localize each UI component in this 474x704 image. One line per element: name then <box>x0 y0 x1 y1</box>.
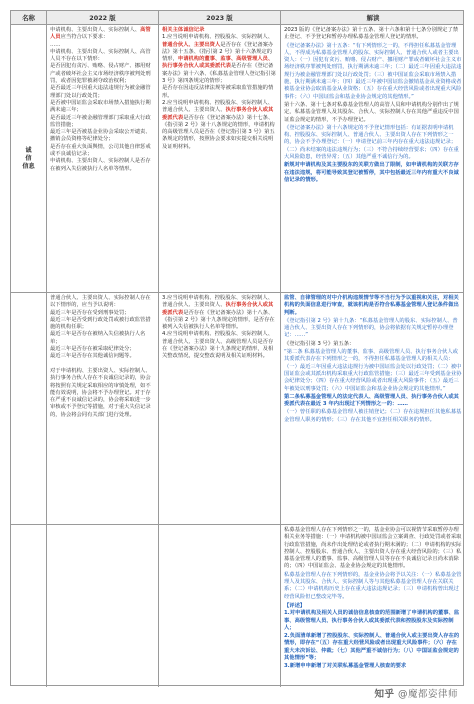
cell-2022 <box>47 25 159 292</box>
cell-2023 <box>159 293 281 524</box>
category-cell <box>11 293 47 524</box>
table-row <box>11 25 463 293</box>
header-analysis: 解读 <box>366 14 380 22</box>
comparison-table <box>10 10 464 686</box>
text-2023: 相关主体诚信记录 1.应当说明申请机构、控股股东、实际控制人、普通合伙人、主要出资人是否存在《登记备案办法》第十五条、《指引第 2 号》第十六条规定的情形，申请机构的董事、监事、高级管理人员、执行事务合伙人或其委派代表是否存在《登记备案办法》第十六条、《私募基金管理人登记指引第 3 号》第四条规定的情形； 是否存在因违反法律法规等被采取监管措施的情形。 2.应当说明申请机构、控股股东、实际控制人、普通合伙人、主要出资人、执行事务合伙人或其委派代表是否存在《登记备案办法》第十七条、《指引第 2 号》第十八条规定的情形，申请机构的高级管理人员是否在《登记指引第 3 号》第五条规定的情形，按照协会要求如实提交相关说明及证明材料。 <box>162 27 276 150</box>
table-row <box>11 293 463 525</box>
header-name: 名称 <box>11 11 47 24</box>
section-title: 相关主体诚信记录 <box>162 27 205 33</box>
notes-heading: 【评述】 <box>284 602 306 609</box>
cell-2022 <box>47 525 159 687</box>
cell-2023 <box>159 25 281 292</box>
text-2022: 普通合伙人、主要出资人、实际控制人存在以下情形的，应当予以说明： 最近三年是否存在受到刑事处罚； 最近三年是否受到行政处罚或被行政监管措施的机构任职； 最近三年是否存在被纳入失信被执行人名单； 最近三年是否存在被采取纪律处分； 最近三年是否存在其他诚信问题等。 对于申请机构、主要出资人、实际控制人、执行事务合伙人存在不良诚信记录的，协会将按照有关规定采取相应的审慎处理，如不能有效说明，协会将不予办理登记。对于存在严重不良诚信记录的，协会将采取进一步审核或不予登记等措施，对于重大失信记录的，协会将会同有关部门进行处理。 <box>50 295 151 418</box>
category-label: 诚 信 信息 <box>22 146 35 170</box>
table-row <box>11 525 463 687</box>
text-analysis: 私募基金管理人存在下列情形之一的，基金业协会可以视情节采取暂停办理相关业务等措施：（一）申请机构被中国证监会立案调查、行政处罚或者采取行政监管措施，尚未作出处理结论或者执行期未满的；（二）申请机构的实际控制人、控股股东、普通合伙人、主要出资人存在重大经营风险的；（三）私募基金管理人的董事、监事、高级管理人员等存在不良诚信记录且尚未消除的；（四）中国证监会、基金业协会规定的其他情形。 私募基金管理人存在下列情形的，基金业协会将予以关注：（一）私募基金管理人及其股东、合伙人、实际控制人等与其他私募基金管理人存在关联关系；（二）申请机构历史上存在重大违法违规记录；（三）申请机构曾出现过经营风险但已整改完毕等。 【评述】 1.对申请机构及相关人员的诚信信息核查的范围新增了申请机构的董事、监事、高级管理人员、执行事务合伙人或其委派代表和控股股东及实际控制人； 2.负面清单新增了控股股东、实际控制人、普通合伙人或主要出资人存在的情形，即存在“（五）存在重大经营风险或者出现重大风险事件；（六）存在重大未决诉讼、仲裁；（七）其他严重不诚信行为；（八）中国证监会规定的其他情形”等； 3.新增申申新增了对关联私募基金管理人核查的要求 <box>284 527 462 670</box>
cell-2022 <box>47 293 159 524</box>
cell-analysis <box>281 293 465 524</box>
header-2023: 2023 版 <box>159 11 281 24</box>
watermark-author: @魔都姿律师 <box>397 689 458 700</box>
header-2022: 2022 版 <box>47 11 159 24</box>
cell-2023 <box>159 525 281 687</box>
category-cell <box>11 25 47 292</box>
cell-analysis <box>281 25 465 292</box>
text-2023: 3.应当说明申请机构、控股股东、实际控制人、普通合伙人、主要出资人、执行事务合伙人或其委派代表是否存在《登记备案办法》第十八条、《指引第 2 号》第十九条规定的情形，是否存在被列入失信被执行人名单等情形。 4.应当说明申请机构、控股股东、实际控制人、普通合伙人、主要出资人、高级管理人员是否存在《登记备案办法》第十九条规定的情形，及相关整改情况，提交整改说明及相关证明材料。 <box>162 295 275 360</box>
text-analysis: 监管、自律管理的对中介机构违规情节等不当行为予以重视和关注，对相关机构的负面信息进行审查，就该机构是否符合私募基金管理人登记条件做出判断。 《登记指引第 2 号》第十九条：“私募基金管理人的股东、实际控制人、普通合伙人、主要出资人存在下列情形的，协会将依据有关规定暂停办理登记：……” 《登记指引第 3 号》第五条： “第二条 私募基金管理人的董事、监事、高级管理人员、执行事务合伙人或其委派代表存在下列情形之一的，不得担任私募基金管理人的相关人员：（一）最近三年因重大违法违规行为被中国证监会处以行政处罚；（二）被中国证监会或其派出机构采取重大行政监管措施；（三）最近三年受到基金业协会纪律处分；（四）存在重大经营风险或者出现重大风险事件；（五）最近三年被处以刑事处罚；（六）中国证监会和基金业协会规定的其他情形。” 第二条私募基金管理人的法定代表人、高级管理人员、执行事务合伙人或其委派代表在最近 3 年内出现过下列情形之一的：…… （一）曾任职的私募基金管理人被注销登记；（二）存在违规担任其他私募基金管理人职务的情形；（三）存在其他不宜担任相关职务的情形。 <box>284 295 462 423</box>
zhihu-logo: 知乎 <box>374 689 395 700</box>
category-cell <box>11 525 47 687</box>
text-analysis: 2023 版的《登记备案办法》第十五条、第十六条和第十七条分别规定了禁止登记、不予登记和暂停办理私募基金管理人登记的情形。 《登记备案办法》第十五条：“有下列情形之一的，不得担任私募基金管理人，不得成为私募基金管理人的股东、实际控制人、普通合伙人或者主要出资人：（一）因犯有贪污、贿赂、侵占财产、挪用财产罪或者破坏社会主义市场经济秩序罪被判处刑罚，执行期满未逾三年；（二）最近三年因重大违法违规行为被金融管理部门处以行政处罚；（三）被中国证监会采取市场禁入措施，执行期满未逾三年；（四）最近三年被中国证监会撤销基金从业资格或者被基金业协会取消基金从业资格；（五）存在重大经营风险或者出现重大风险事件；（六）中国证监会和基金业协会规定的其他情形。” 第十六条、第十七条对私募基金管理人的高管人员和申请机构分别作出了规定，私募基金管理人及其股东、合伙人、实际控制人存在其他严重违反中国证监会规定的情形，不予办理登记。 《登记备案办法》第十六条规定的不予登记情形包括：有证据表明申请机构、控股股东、实际控制人、普通合伙人、主要出资人存在下列情形之一的，协会不予办理登记：（一）申请登记前三年内存在重大违法违规记录；（二）尚未结案的违法违规行为；（三）不符合持续经营要求；（四）存在重大风险隐患，经营异常；（五）其他严重不诚信行为的。 新规对申请机构及其主要股东的关联方做出了限制，如申请机构的关联方存在违法违规，将可能导致其登记被暂停，其中包括最近三年内有重大不良诚信记录的情形。 <box>284 27 462 183</box>
text-2022: 申请机构、主要出资人、实际控制人、高管人员应当符合以下要求： …… 申请机构、主要出资人、实际控制人、高管人员不存在以下情形： 是否因犯有贪污、贿赂、侵占财产、挪用财产或者破坏社会主义市场经济秩序被判处刑罚，或者因犯罪被剥夺政治权利； 是否最近三年因重大违法违规行为被金融管理部门处以行政处罚； 是否被中国证监会采取市场禁入措施执行期满未逾三年； 是否最近三年被金融管理部门采取重大行政监管措施； 最近三年是否被基金业协会采取公开谴责、撤销会员资格等纪律处分； 是否存在重大负面舆情，公司其他自律惩戒或不良诚信记录； 申请机构、主要出资人、实际控制人是否存在被列入失信被执行人名单等情形。 <box>50 27 151 172</box>
table-header-row <box>11 11 463 25</box>
cell-analysis <box>281 525 465 687</box>
watermark <box>374 686 458 700</box>
